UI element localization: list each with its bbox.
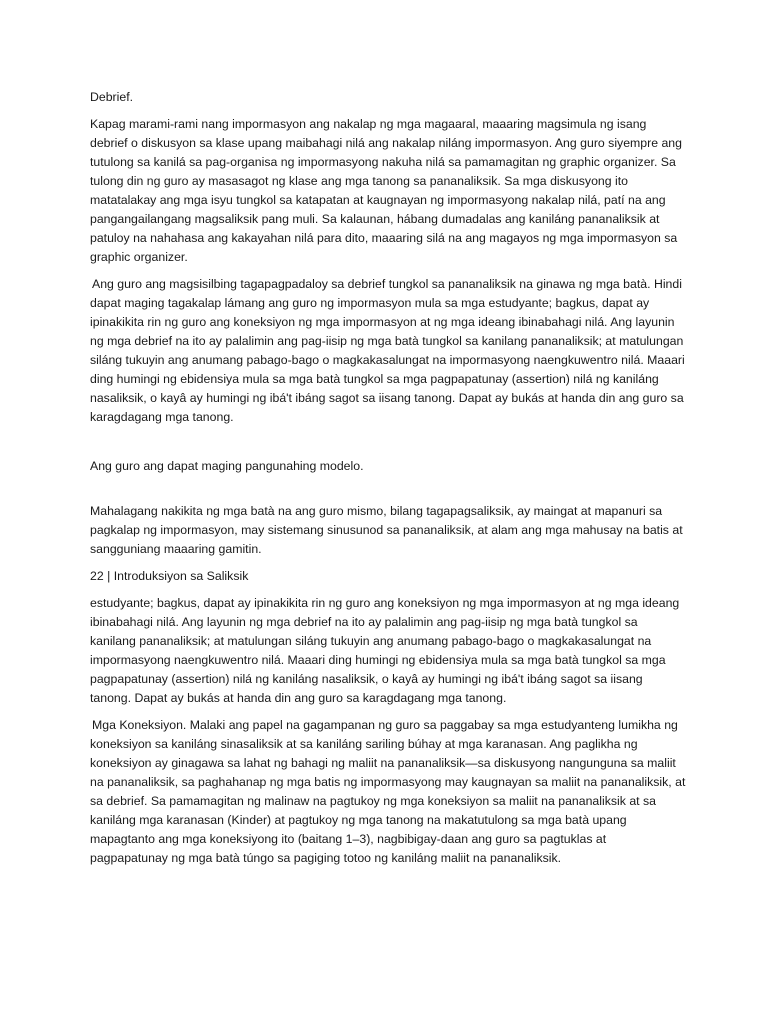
section-subheading-model: Ang guro ang dapat maging pangunahing modelo. [90, 459, 364, 473]
section-heading-debrief: Debrief. [90, 90, 134, 104]
document-page [90, 88, 686, 876]
page-footer-line: 22 | Introduksiyon sa Saliksik [90, 569, 249, 583]
paragraph-teacher-model: Mahalagang nakikita ng mga batà na ang guro mismo, bilang tagapagsaliksik, ay maingat at mapanuri sa pagkalap ng impormasyon, may sistemang sinusunod sa pananaliksik, at alam ang mga mahusay na batis at sangguniang maaaring gamitin. [90, 504, 683, 556]
paragraph-teacher-facilitator: Ang guro ang magsisilbing tagapagpadaloy sa debrief tungkol sa pananaliksik na ginawa ng mga batà. Hindi dapat maging tagakalap lámang ang guro ng impormasyon mula sa mga estudyante; bagkus, dapat ay ipinakikita rin ng guro ang koneksiyon ng mga impormasyon at ng mga ideang ibinabahagi nilá. Ang layunin ng mga debrief na ito ay palalimin ang pag-iisip ng mga batà tungkol sa kanilang pananaliksik; at matulungan siláng tukuyin ang anumang pabago-bago o magkakasalungat na impormasyong naengkuwentro nilá. Maaari ding humingi ng ebidensiya mula sa mga batà tungkol sa mga pagpapatunay (assertion) nilá ng kaniláng nasaliksik, o kayâ ay humingi ng ibá't ibáng sagot sa iisang tanong. Dapat ay bukás at handa din ang guro sa karagdagang mga tanong. [90, 277, 685, 424]
paragraph-continued: estudyante; bagkus, dapat ay ipinakikita rin ng guro ang koneksiyon ng mga impormasyon at ng mga ideang ibinabahagi nilá. Ang layunin ng mga debrief na ito ay palalimin ang pag-iisip ng mga batà tungkol sa kanilang pananaliksik; at matulungan siláng tukuyin ang anumang pabago-bago o magkakasalungat na impormasyong naengkuwentro nilá. Maaari ding humingi ng ebidensiya mula sa mga batà tungkol sa mga pagpapatunay (assertion) nilá ng kaniláng nasaliksik, o kayâ ay humingi ng ibá't ibáng sagot sa iisang tanong. Dapat ay bukás at handa din ang guro sa karagdagang mga tanong. [90, 596, 680, 705]
paragraph-connections: Mga Koneksiyon. Malaki ang papel na gagampanan ng guro sa paggabay sa mga estudyanteng lumikha ng koneksiyon sa kaniláng sinasaliksik at sa kaniláng sariling búhay at mga karanasan. Ang paglikha ng koneksiyon ay ginagawa sa lahat ng bahagi ng maliit na pananaliksik—sa diskusyong nangunguna sa maliit na pananaliksik, sa paghahanap ng mga batis ng impormasyong may kaugnayan sa maliit na pananaliksik, at sa debrief. Sa pamamagitan ng malinaw na pagtukoy ng mga koneksiyon sa maliit na pananaliksik at sa kaniláng mga karanasan (Kinder) at pagtukoy ng mga tanong na makatutulong sa mga batà upang mapagtanto ang mga koneksiyong ito (baitang 1–3), nagbibigay-daan ang guro sa pagtuklas at pagpapatunay ng mga batà túngo sa pagiging totoo ng kaniláng maliit na pananaliksik. [90, 718, 686, 865]
paragraph-debrief-intro: Kapag marami-rami nang impormasyon ang nakalap ng mga magaaral, maaaring magsimula ng isang debrief o diskusyon sa klase upang maibahagi nilá ang nakalap niláng impormasyon. Ang guro siyempre ang tutulong sa kanilá sa pag-organisa ng impormasyong nakuha nilá sa pamamagitan ng graphic organizer. Sa tulong din ng guro ay masasagot ng klase ang mga tanong sa pananaliksik. Sa mga diskusyong ito matatalakay ang mga isyu tungkol sa katapatan at kaugnayan ng impormasyong nakalap nilá, patí na ang pangangailangang magsaliksik pang muli. Sa kalaunan, hábang dumadalas ang kaniláng pananaliksik at patuloy na nahahasa ang kakayahan nilá para dito, maaaring silá na ang magayos ng mga impormasyon sa graphic organizer. [90, 117, 682, 264]
